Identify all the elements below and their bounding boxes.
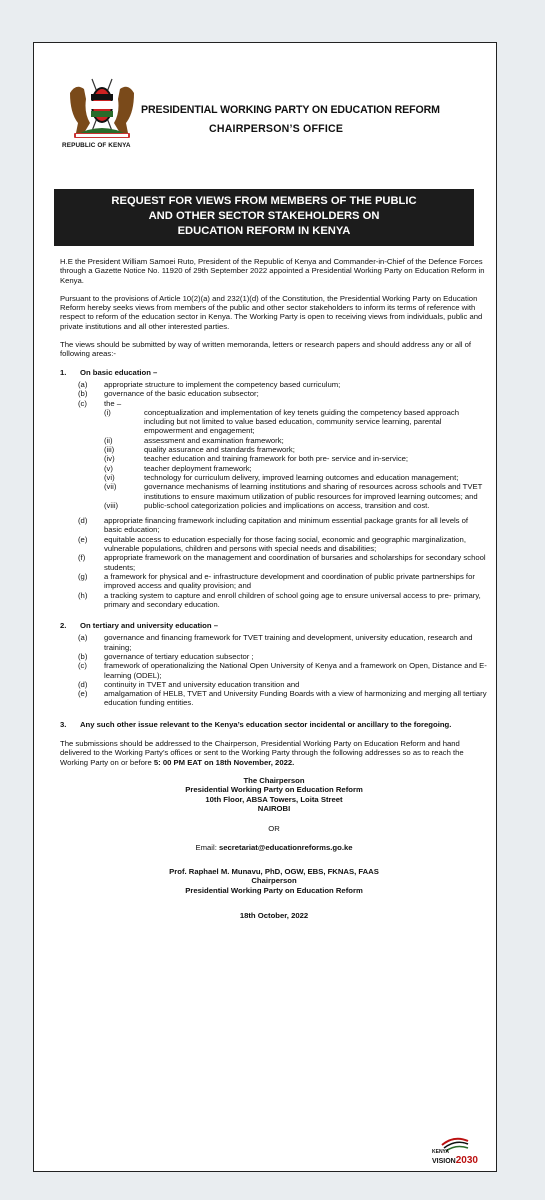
logo-vision-text: VISION xyxy=(432,1158,456,1165)
sub-item-label: (v) xyxy=(104,463,113,473)
list-item: (f) appropriate framework on the management and coordination of bursaries and scholarships for secondary school students; xyxy=(60,553,488,572)
list-item: (c) framework of operationalizing the National Open University of Kenya and a framework on Open, Distance and E-learning (ODEL); xyxy=(78,661,487,680)
sub-item-text: technology for curriculum delivery, improved learning outcomes and education management; xyxy=(144,472,459,482)
item-text: continuity in TVET and university education transition and xyxy=(104,679,300,689)
address-line: Presidential Working Party on Education Reform xyxy=(185,785,363,795)
office-title: PRESIDENTIAL WORKING PARTY ON EDUCATION REFORM xyxy=(141,104,440,116)
sub-list-item xyxy=(104,473,488,482)
section-title: On tertiary and university education – xyxy=(80,621,218,631)
sub-list-item xyxy=(104,482,488,501)
item-text: the – xyxy=(104,398,122,408)
sub-item-label: (iii) xyxy=(104,445,115,455)
list-item: (d) appropriate financing framework including capitation and minimum essential package grants for all levels of basic education; xyxy=(60,516,488,535)
email-label: Email: xyxy=(195,843,219,853)
item-text: governance and financing framework for TVET training and development, university education, research and training; xyxy=(104,633,473,652)
notice-date: 18th October, 2022 xyxy=(239,911,309,921)
item-text: a tracking system to capture and enroll children of school going age to ensure universal access to pre- primary, primary and secondary education. xyxy=(104,590,481,609)
sub-item-label: (ii) xyxy=(104,435,113,445)
postal-address xyxy=(60,776,488,814)
banner-line-1: REQUEST FOR VIEWS FROM MEMBERS OF THE PUBLIC xyxy=(111,195,417,207)
item-text: appropriate structure to implement the competency based curriculum; xyxy=(104,379,341,389)
sub-list-item xyxy=(104,436,488,445)
sub-item-text: teacher education and training framework for both pre- service and in-service; xyxy=(144,454,409,464)
address-line: 10th Floor, ABSA Towers, Loita Street xyxy=(205,794,343,804)
sub-item-text: assessment and examination framework; xyxy=(144,435,284,445)
sub-item-label: (vii) xyxy=(104,482,117,492)
sub-item-label: (i) xyxy=(104,407,111,417)
email-line xyxy=(60,843,488,852)
item-text: governance of the basic education subsector; xyxy=(104,389,259,399)
banner-line-3: EDUCATION REFORM IN KENYA xyxy=(177,225,351,237)
sub-list xyxy=(60,408,488,510)
list-item: (e) amalgamation of HELB, TVET and University Funding Boards with a view of harmonizing and merging all tertiary education funding entities. xyxy=(78,689,487,708)
item-text: appropriate financing framework including capitation and minimum essential package grants for all levels of basic education; xyxy=(104,516,469,535)
item-text: equitable access to education especially for those facing social, economic and geographic marginalization, vulnerable populations, children and persons with special needs and disabilities; xyxy=(104,534,466,554)
submission-text: The submissions should be addressed to the Chairperson, Presidential Working Party on Education Reform and hand delivered to the Working Party’s offices or sent to the Working Party through the following addresses so as to reach the Working Party on or before xyxy=(60,739,464,767)
list-item: (b) governance of the basic education subsector; xyxy=(60,389,488,398)
section-2-heading xyxy=(60,621,488,630)
or-separator: OR xyxy=(268,823,280,833)
sub-item-text: public-school categorization policies and implications on access, transition and cost. xyxy=(144,500,430,510)
section-number: 2. xyxy=(60,621,67,631)
sub-item-label: (vi) xyxy=(104,472,115,482)
kenya-coat-of-arms-icon xyxy=(62,73,142,143)
list-item: (g) a framework for physical and e- infrastructure development and coordination of public private partnerships for improved access and quality provision; and xyxy=(60,572,488,591)
sub-list-item xyxy=(104,501,488,510)
list-item: (e) equitable access to education especially for those facing social, economic and geographic marginalization, vulnerable populations, children and persons with special needs and disabilities; xyxy=(60,535,488,554)
submission-deadline: 5: 00 PM EAT on 18th November, 2022. xyxy=(153,757,295,767)
logo-vision-2030-text xyxy=(432,1155,478,1166)
list-item: (c) the – xyxy=(60,399,488,408)
list-item: (h) a tracking system to capture and enroll children of school going age to ensure universal access to pre- primary, primary and secondary education. xyxy=(60,591,488,610)
sub-list-item xyxy=(104,454,488,463)
email-link[interactable]: secretariat@educationreforms.go.ke xyxy=(218,843,353,853)
item-text: framework of operationalizing the National Open University of Kenya and a framework on Open, Distance and E-learning (ODEL); xyxy=(104,661,487,680)
sub-list-item xyxy=(104,464,488,473)
notice-banner xyxy=(54,189,474,246)
item-text: amalgamation of HELB, TVET and University Funding Boards with a view of harmonizing and merging all tertiary education funding entities. xyxy=(104,689,487,708)
sub-item-text: teacher deployment framework; xyxy=(144,463,252,473)
list-item: (a) governance and financing framework for TVET training and development, university education, research and training; xyxy=(60,633,488,652)
list-item: (b) governance of tertiary education subsector ; xyxy=(60,652,488,661)
item-text: appropriate framework on the management and coordination of bursaries and scholarships for secondary school students; xyxy=(104,553,486,572)
section-title: On basic education – xyxy=(80,367,158,377)
intro-paragraph-2: Pursuant to the provisions of Article 10(2)(a) and 232(1)(d) of the Constitution, the Presidential Working Party on Education Reform hereby seeks views from members of the public and other sector stakeholders to inform its terms of reference with respect to reform of the education sector in Kenya. The Working Party is open to receiving views from individuals, public and private institutions and all other interested parties. xyxy=(60,293,483,331)
notice-page xyxy=(33,42,497,1172)
address-line: NAIROBI xyxy=(257,804,291,814)
intro-paragraph-3: The views should be submitted by way of written memoranda, letters or research papers and should address any or all of following areas:- xyxy=(60,340,472,359)
sub-item-text: governance mechanisms of learning institutions and sharing of resources across schools and TVET institutions to ensure maximum utilization of public resources for improved learning outcomes; and xyxy=(144,482,483,501)
sub-item-text: conceptualization and implementation of key tenets guiding the competency based approach including but not limited to value based education, community service learning, parental empowerment and engagement; xyxy=(144,407,459,436)
signatory-role: Chairperson xyxy=(251,876,297,886)
office-subtitle: CHAIRPERSON’S OFFICE xyxy=(209,123,344,135)
sub-item-text: quality assurance and standards framework; xyxy=(144,445,295,455)
republic-of-kenya-label: REPUBLIC OF KENYA xyxy=(62,142,131,149)
section-1-heading xyxy=(60,368,488,377)
signatory-org: Presidential Working Party on Education Reform xyxy=(185,885,363,895)
item-text: a framework for physical and e- infrastructure development and coordination of public private partnerships for improved access and quality provision; and xyxy=(104,571,475,591)
list-item: (d) continuity in TVET and university education transition and xyxy=(60,680,488,689)
submission-paragraph xyxy=(60,739,488,767)
sub-item-label: (viii) xyxy=(104,500,119,510)
list-item: (a) appropriate structure to implement the competency based curriculum; xyxy=(60,380,488,389)
signature-block xyxy=(60,867,488,896)
sub-list-item xyxy=(104,445,488,454)
notice-header xyxy=(34,43,498,153)
banner-line-2: AND OTHER SECTOR STAKEHOLDERS ON xyxy=(148,210,380,222)
address-line: The Chairperson xyxy=(243,775,305,785)
intro-paragraph-1: H.E the President William Samoei Ruto, President of the Republic of Kenya and Commander-in-Chief of the Defence Forces through a Gazette Notice No. 11920 of 29th September 2022 appointed a Presidential Working Party on Education Reform in Kenya. xyxy=(60,257,485,285)
section-number: 1. xyxy=(60,367,67,377)
section-title: Any such other issue relevant to the Kenya’s education sector incidental or ancillary to the foregoing. xyxy=(80,719,452,729)
sub-list-item xyxy=(104,408,488,436)
logo-year-text: 2030 xyxy=(455,1155,478,1166)
item-text: governance of tertiary education subsector ; xyxy=(104,651,254,661)
signatory-name: Prof. Raphael M. Munavu, PhD, OGW, EBS, FKNAS, FAAS xyxy=(169,866,379,876)
notice-body xyxy=(60,257,488,920)
section-number: 3. xyxy=(60,719,67,729)
sub-item-label: (iv) xyxy=(104,454,115,464)
logo-kenya-text: KENYA xyxy=(432,1149,450,1155)
section-3-heading xyxy=(60,720,488,729)
